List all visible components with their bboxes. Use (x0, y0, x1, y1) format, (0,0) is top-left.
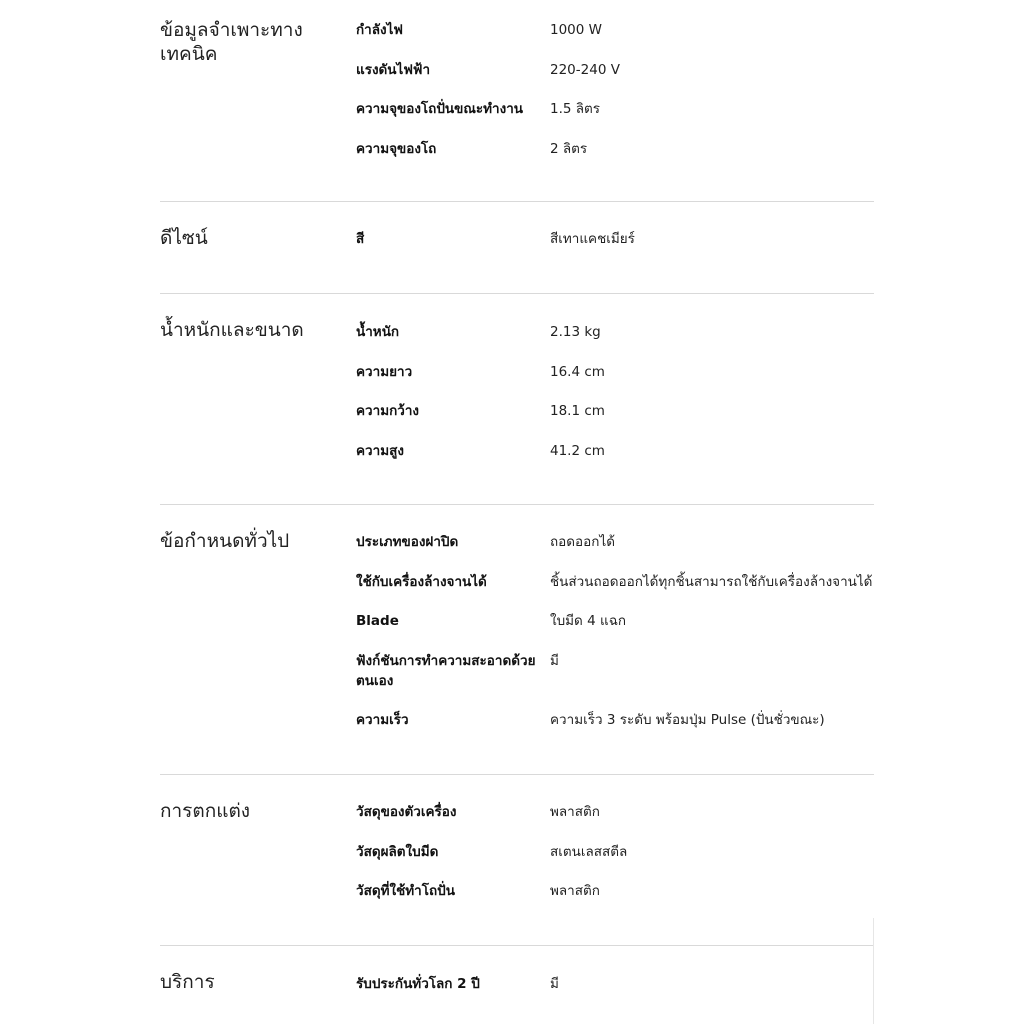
spec-section-general (160, 505, 874, 775)
spec-label: ประเภทของฝาปิด (356, 534, 459, 550)
spec-row (356, 532, 874, 552)
spec-row (356, 139, 874, 159)
spec-value: 41.2 cm (550, 442, 605, 459)
spec-value: 220-240 V (550, 61, 620, 78)
spec-value: 2.13 kg (550, 324, 601, 340)
spec-value: ใบมีด 4 แฉก (550, 613, 627, 629)
spec-section-finishing (160, 775, 874, 946)
spec-value: พลาสติก (550, 804, 600, 820)
spec-row (356, 611, 874, 631)
spec-label: แรงดันไฟฟ้า (356, 61, 431, 78)
spec-value: สเตนเลสสตีล (550, 843, 628, 860)
spec-label: ใช้กับเครื่องล้างจานได้ (356, 573, 487, 590)
spec-label: สี (356, 231, 365, 247)
spec-table (160, 14, 874, 1024)
spec-label: ความยาว (356, 363, 413, 380)
spec-row (356, 651, 874, 691)
spec-value: มี (550, 652, 559, 669)
spec-row (356, 99, 874, 119)
spec-row (356, 710, 874, 730)
section-title: ดีไซน์ (160, 227, 208, 249)
spec-value: 1000 W (550, 22, 602, 38)
spec-label: ความสูง (356, 442, 404, 459)
spec-row (356, 322, 874, 342)
spec-value: 18.1 cm (550, 403, 605, 419)
spec-row (356, 20, 874, 40)
spec-row (356, 229, 874, 249)
spec-row (356, 881, 874, 901)
section-title: การตกแต่ง (160, 800, 251, 822)
spec-label: ความกว้าง (356, 403, 420, 419)
page-edge-divider (873, 918, 874, 1024)
section-title: ข้อมูลจำเพาะทางเทคนิค (160, 19, 303, 65)
section-title: บริการ (160, 971, 215, 993)
spec-value: 2 ลิตร (550, 140, 588, 157)
spec-value: 16.4 cm (550, 363, 605, 380)
spec-section-dimensions (160, 294, 874, 505)
spec-value: พลาสติก (550, 883, 600, 899)
spec-label: ฟังก์ชันการทำความสะอาดด้วยตนเอง (356, 652, 536, 689)
spec-row (356, 401, 874, 421)
spec-label: ความจุของโถปั่นขณะทำงาน (356, 101, 524, 117)
spec-value: 1.5 ลิตร (550, 101, 601, 117)
spec-row (356, 441, 874, 461)
spec-row (356, 842, 874, 862)
spec-row (356, 974, 874, 994)
spec-row (356, 572, 874, 592)
spec-value: สีเทาแคชเมียร์ (550, 231, 635, 247)
spec-label: น้ำหนัก (356, 324, 400, 340)
spec-section-service (160, 946, 874, 1024)
section-title: ข้อกำหนดทั่วไป (160, 530, 290, 552)
spec-value: ความเร็ว 3 ระดับ พร้อมปุ่ม Pulse (ปั่นชั่วขณะ) (550, 712, 825, 728)
spec-label: กำลังไฟ (356, 22, 403, 38)
spec-value: ถอดออกได้ (550, 534, 615, 550)
spec-label: Blade (356, 613, 399, 629)
spec-label: รับประกันทั่วโลก 2 ปี (356, 976, 480, 992)
spec-label: วัสดุผลิตใบมีด (356, 843, 439, 860)
spec-label: วัสดุของตัวเครื่อง (356, 804, 457, 820)
spec-row (356, 60, 874, 80)
spec-value: ชิ้นส่วนถอดออกได้ทุกชิ้นสามารถใช้กับเครื่องล้างจานได้ (550, 573, 873, 590)
spec-label: ความจุของโถ (356, 140, 437, 157)
section-title: น้ำหนักและขนาด (160, 319, 304, 341)
spec-row (356, 802, 874, 822)
spec-section-technical (160, 14, 874, 202)
spec-value: มี (550, 976, 559, 992)
spec-section-design (160, 202, 874, 294)
spec-label: วัสดุที่ใช้ทำโถปั่น (356, 883, 455, 899)
spec-label: ความเร็ว (356, 712, 409, 728)
spec-row (356, 362, 874, 382)
